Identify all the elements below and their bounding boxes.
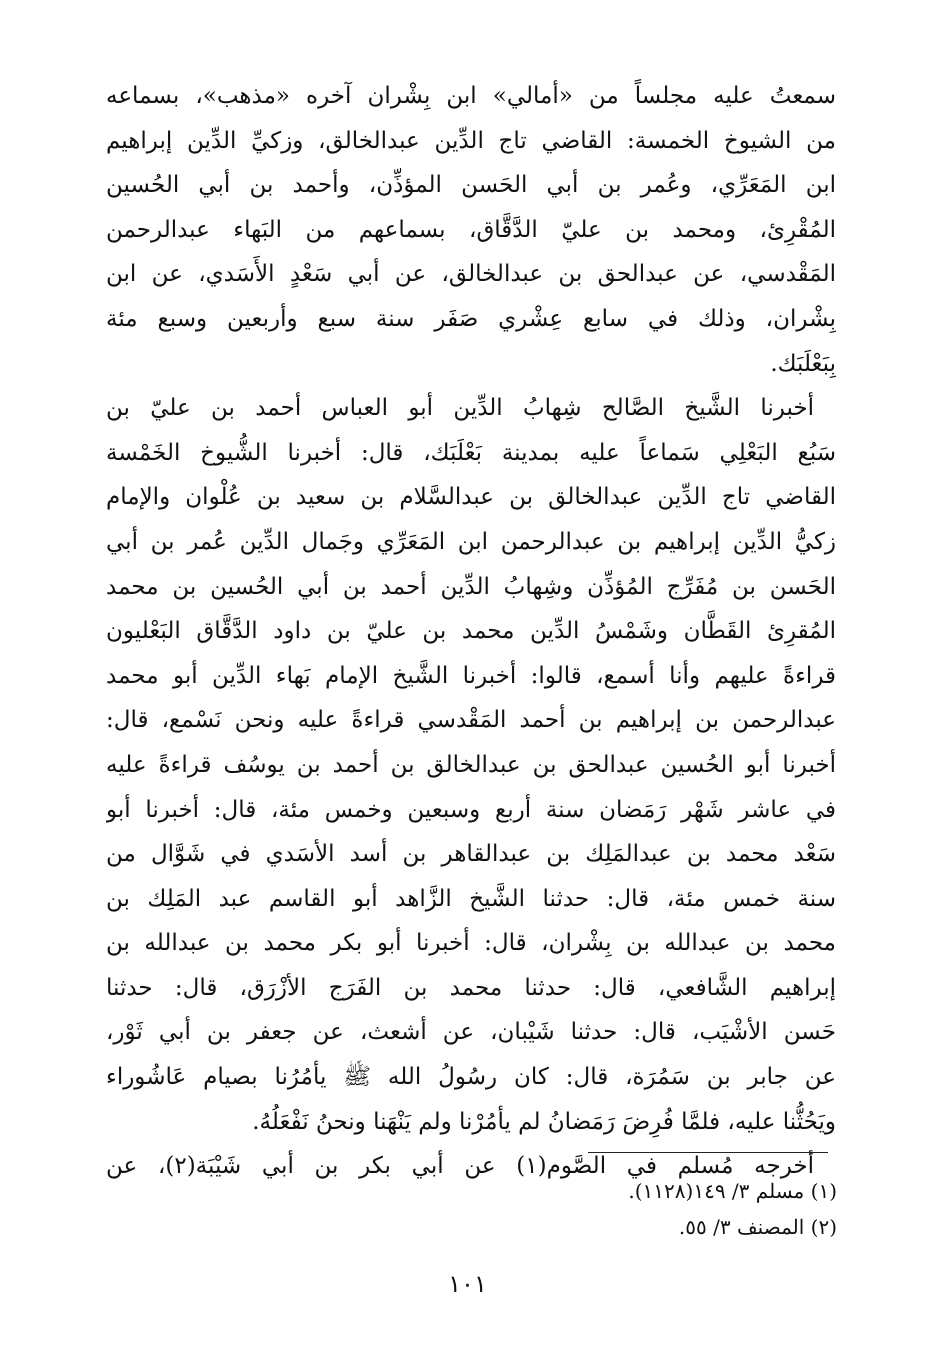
text-line: قراءةً عليهم وأنا أسمع، قالوا: أخبرنا الشَّيخ الإمام بَهاء الدِّين أبو محمد: [106, 662, 836, 689]
footnote: (٢) المصنف ٣/ ٥٥.: [678, 1215, 837, 1239]
footnotes: [337, 1173, 837, 1245]
main-text: [106, 74, 836, 1189]
text-line: ابن المَعَرِّي، وعُمر بن أبي الحَسن المؤذِّن، وأحمد بن أبي الحُسين: [106, 172, 836, 199]
footnote: (١) مسلم ٣/ ١٤٩(١١٢٨).: [628, 1179, 837, 1203]
page-number: ١٠١: [448, 1270, 487, 1298]
text-line: بِشْران، وذلك في سابع عِشْري صَفَر سنة سبع وأربعين وسبع مئة: [106, 305, 836, 332]
text-line: زكيُّ الدِّين إبراهيم بن عبدالرحمن ابن المَعَرِّي وجَمال الدِّين عُمر بن أبي: [106, 528, 836, 555]
text-line: حَسن الأشْيَب، قال: حدثنا شَيْبان، عن أشعث، عن جعفر بن أبي ثَوْر،: [106, 1019, 836, 1046]
text-line: سَبُع البَعْلِي سَماعاً عليه بمدينة بَعْلَبَك، قال: أخبرنا الشُّيوخ الخَمْسة: [106, 439, 836, 466]
text-line: في عاشر شَهْر رَمَضان سنة أربع وسبعين وخمس مئة، قال: أخبرنا أبو: [106, 796, 836, 823]
text-line: ويَحُثُّنا عليه، فلمَّا فُرِضَ رَمَضانُ لم يأمُرْنا ولم يَنْهَنا ونحنُ نَفْعَلُهُ.: [252, 1108, 836, 1135]
text-line: إبراهيم الشَّافعي، قال: حدثنا محمد بن الفَرَج الأزْرَق، قال: حدثنا: [106, 974, 836, 1001]
text-line: المُقرِئ القَطَّان وشَمْسُ الدِّين محمد بن عليّ بن داود الدَّقَّاق البَعْليون: [106, 618, 836, 645]
text-line: سَعْد محمد بن عبدالمَلِك بن عبدالقاهر بن أسد الأسَدي في شَوَّال من: [106, 841, 836, 868]
text-line: المُقْرِئ، ومحمد بن عليّ الدَّقَّاق، بسماعهم من البَهاء عبدالرحمن: [106, 216, 836, 243]
text-line: أخبرنا الشَّيخ الصَّالح شِهابُ الدِّين أبو العباس أحمد بن عليّ بن: [106, 395, 814, 422]
text-line: عبدالرحمن بن إبراهيم بن أحمد المَقْدسي قراءةً عليه ونحن نَسْمع، قال:: [106, 707, 836, 734]
text-line: المَقْدسي، عن عبدالحق بن عبدالخالق، عن أبي سَعْدٍ الأَسَدي، عن ابن: [106, 261, 836, 288]
footnote-separator: [588, 1152, 828, 1153]
text-line: أخرجه مُسلم في الصَّوم(١) عن أبي بكر بن أبي شَيْبَة(٢)، عن: [106, 1153, 814, 1180]
text-line: بِبَعْلَبَك.: [770, 350, 836, 377]
text-line: عن جابر بن سَمُرَة، قال: كان رسُولُ الله ﷺ يأمُرُنا بصيام عَاشُوراء: [106, 1064, 836, 1091]
text-line: من الشيوخ الخمسة: القاضي تاج الدِّين عبدالخالق، وزكيِّ الدِّين إبراهيم: [106, 127, 836, 154]
text-line: القاضي تاج الدِّين عبدالخالق بن عبدالسَّلام بن سعيد بن عُلْوان والإمام: [106, 484, 836, 511]
text-line: سمعتُ عليه مجلساً من «أمالي» ابن بِشْران آخره «مذهب»، بسماعه: [106, 83, 836, 109]
text-line: سنة خمس مئة، قال: حدثنا الشَّيخ الزَّاهد أبو القاسم عبد المَلِك بن: [106, 885, 836, 912]
text-line: محمد بن عبدالله بن بِشْران، قال: أخبرنا أبو بكر محمد بن عبدالله بن: [106, 930, 836, 957]
text-line: أخبرنا أبو الحُسين عبدالحق بن عبدالخالق بن أحمد بن يوسُف قراءةً عليه: [106, 751, 836, 778]
text-line: الحَسن بن مُفَرِّج المُؤذِّن وشِهابُ الدِّين أحمد بن أبي الحُسين بن محمد: [106, 573, 836, 600]
